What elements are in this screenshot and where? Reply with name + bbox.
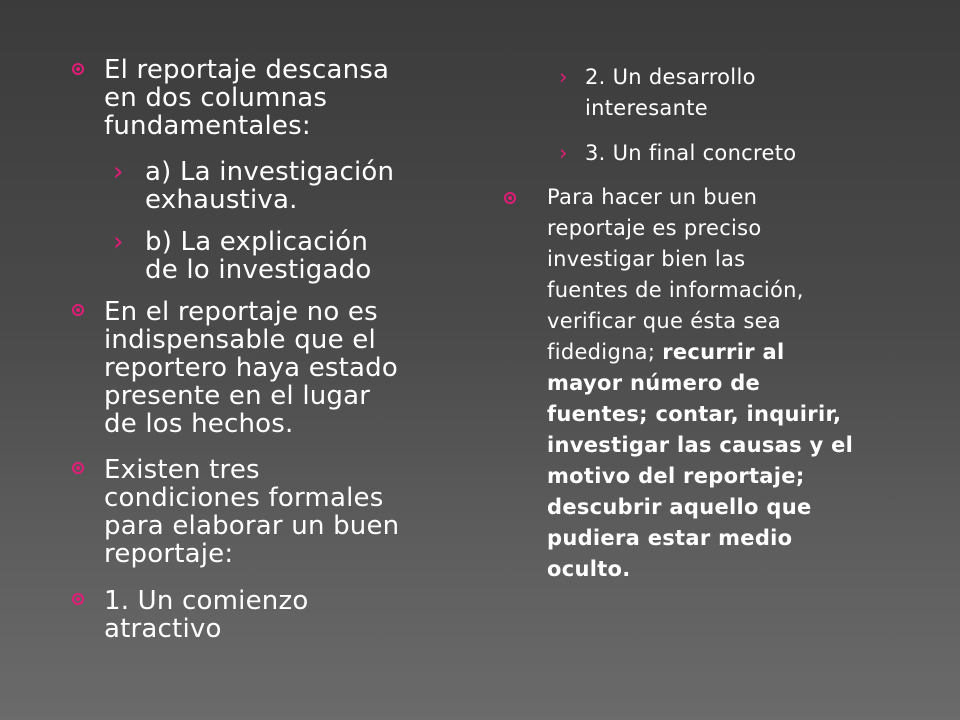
- chevron-right-icon: ›: [113, 157, 124, 187]
- chevron-right-icon: ›: [113, 227, 124, 257]
- right-sub-2-text: 3. Un final concreto: [585, 141, 797, 165]
- right-sub-1-text: 2. Un desarrollo interesante: [585, 65, 756, 120]
- chevron-right-icon: ›: [559, 141, 568, 165]
- target-bullet-icon: [72, 593, 84, 605]
- chevron-right-icon: ›: [559, 65, 568, 89]
- left-item-1-text: El reportaje descansa en dos columnas fundamentales:: [104, 55, 390, 141]
- target-bullet-icon: [72, 304, 84, 316]
- left-item-4-text: 1. Un comienzo atractivo: [104, 586, 309, 644]
- right-item-1-text: [547, 182, 917, 585]
- left-sub-1-text: a) La investigación exhaustiva.: [145, 157, 395, 215]
- target-bullet-icon: [72, 63, 84, 75]
- left-sub-2-text: b) La explicación de lo investigado: [145, 227, 372, 285]
- target-bullet-icon: [72, 462, 84, 474]
- right-item-1-bold: recurrir al mayor número de fuentes; contar, inquirir, investigar las causas y el motivo del reportaje; descubrir aquello que pudiera estar medio oculto.: [547, 340, 854, 581]
- left-item-2-text: En el reportaje no es indispensable que el reportero haya estado presente en el lugar de los hechos.: [104, 297, 398, 439]
- target-bullet-icon: [504, 192, 516, 204]
- left-item-3-text: Existen tres condiciones formales para elaborar un buen reportaje:: [104, 455, 400, 569]
- right-item-1-normal: Para hacer un buen reportaje es preciso investigar bien las fuentes de información, verificar que ésta sea fidedigna;: [547, 185, 804, 364]
